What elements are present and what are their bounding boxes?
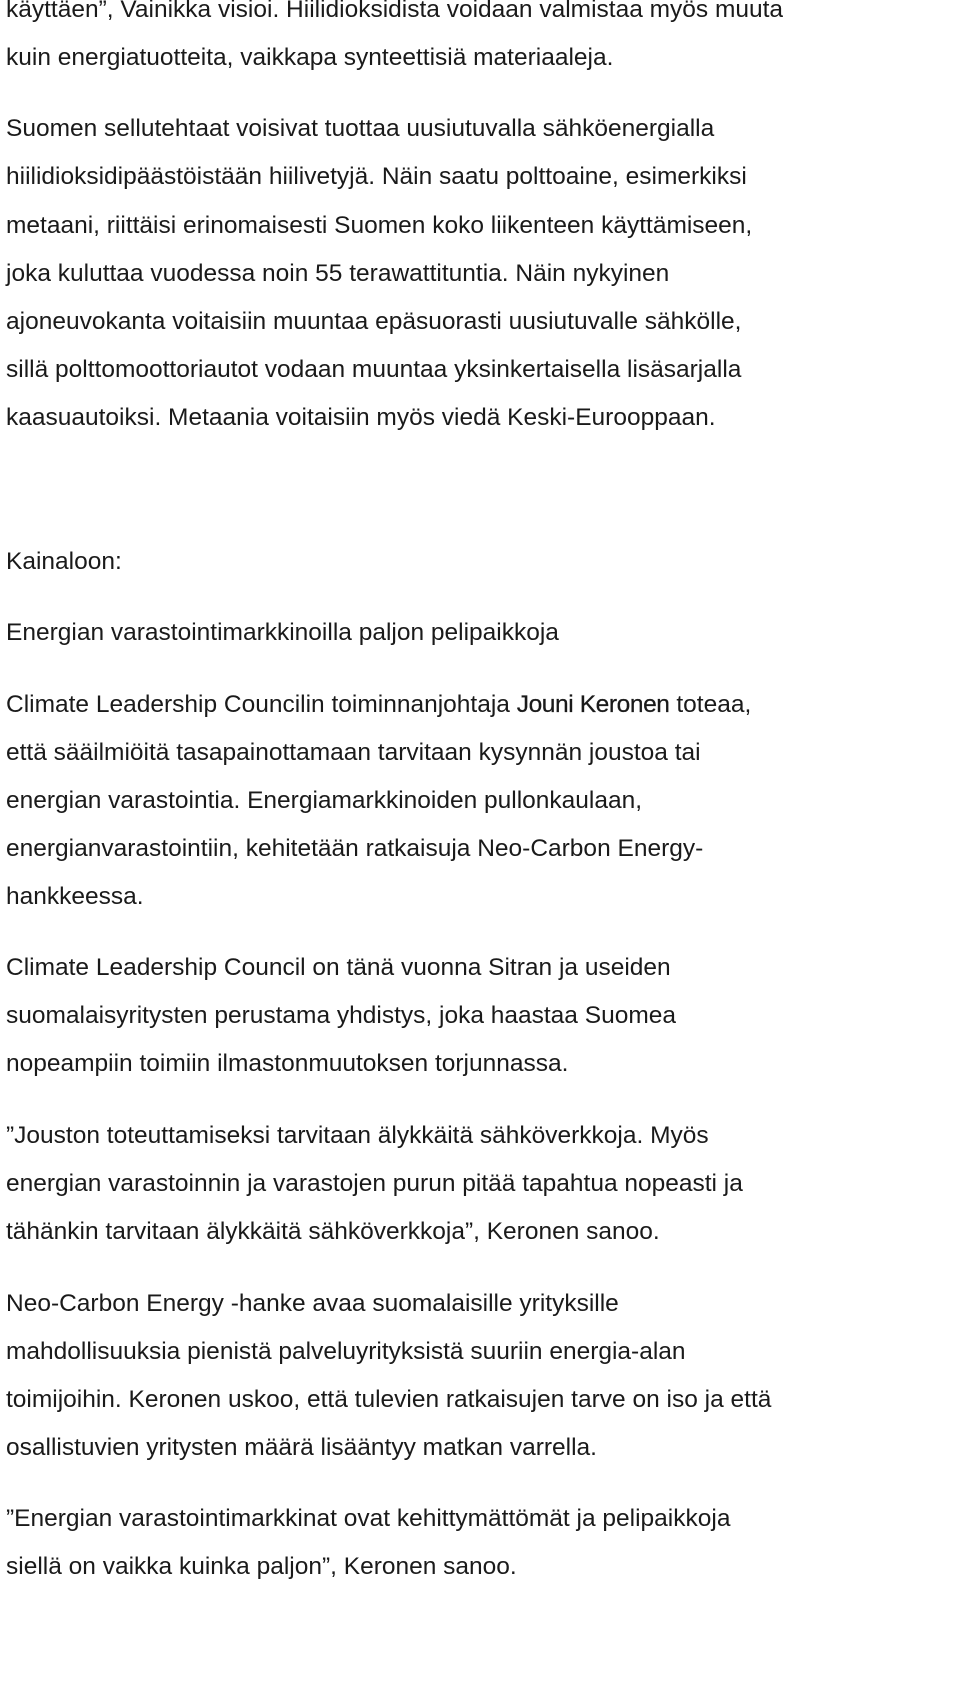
text-line: siellä on vaikka kuinka paljon”, Keronen sanoo. — [6, 1553, 517, 1580]
text-line: toimijoihin. Keronen uskoo, että tulevien ratkaisujen tarve on iso ja että — [6, 1386, 772, 1413]
text-line: osallistuvien yritysten määrä lisääntyy matkan varrella. — [6, 1434, 597, 1461]
text-line: ”Jouston toteuttamiseksi tarvitaan älykkäitä sähköverkkoja. Myös — [6, 1122, 709, 1149]
sidebar-label: Kainaloon: — [6, 548, 122, 575]
text-line: että sääilmiöitä tasapainottamaan tarvitaan kysynnän joustoa tai — [6, 739, 701, 766]
text-line: Neo-Carbon Energy -hanke avaa suomalaisille yrityksille — [6, 1290, 619, 1317]
text-line: kuin energiatuotteita, vaikkapa synteettisiä materiaaleja. — [6, 44, 614, 71]
text-line: tähänkin tarvitaan älykkäitä sähköverkkoja”, Keronen sanoo. — [6, 1218, 660, 1245]
text-line: joka kuluttaa vuodessa noin 55 terawattituntia. Näin nykyinen — [6, 260, 670, 287]
text-segment: toteaa, — [669, 691, 752, 718]
text-line: energian varastointia. Energiamarkkinoiden pullonkaulaan, — [6, 787, 643, 814]
text-line: ”Energian varastointimarkkinat ovat kehittymättömät ja pelipaikkoja — [6, 1505, 731, 1532]
text-line: kaasuautoiksi. Metaania voitaisiin myös viedä Keski-Eurooppaan. — [6, 404, 716, 431]
sidebar-title: Energian varastointimarkkinoilla paljon pelipaikkoja — [6, 619, 559, 646]
text-line: Suomen sellutehtaat voisivat tuottaa uusiutuvalla sähköenergialla — [6, 115, 715, 142]
text-line: hiilidioksidipäästöistään hiilivetyjä. Näin saatu polttoaine, esimerkiksi — [6, 163, 747, 190]
text-line: hankkeessa. — [6, 883, 144, 910]
text-line: mahdollisuuksia pienistä palveluyrityksistä suuriin energia-alan — [6, 1338, 686, 1365]
text-line — [6, 693, 751, 718]
text-line: Climate Leadership Council on tänä vuonna Sitran ja useiden — [6, 954, 671, 981]
text-line: energian varastoinnin ja varastojen purun pitää tapahtua nopeasti ja — [6, 1170, 743, 1197]
text-line: käyttäen”, Vainikka visioi. Hiilidioksidista voidaan valmistaa myös muuta — [6, 0, 784, 23]
person-name: Jouni Keronen — [516, 691, 670, 718]
text-line: energianvarastointiin, kehitetään ratkaisuja Neo-Carbon Energy- — [6, 835, 704, 862]
text-line: nopeampiin toimiin ilmastonmuutoksen torjunnassa. — [6, 1050, 569, 1077]
text-line: suomalaisyritysten perustama yhdistys, joka haastaa Suomea — [6, 1002, 676, 1029]
text-segment: Climate Leadership Councilin toiminnanjohtaja — [6, 691, 517, 718]
text-line: sillä polttomoottoriautot vodaan muuntaa yksinkertaisella lisäsarjalla — [6, 356, 742, 383]
text-line: ajoneuvokanta voitaisiin muuntaa epäsuorasti uusiutuvalle sähkölle, — [6, 308, 742, 335]
text-line: metaani, riittäisi erinomaisesti Suomen koko liikenteen käyttämiseen, — [6, 212, 753, 239]
